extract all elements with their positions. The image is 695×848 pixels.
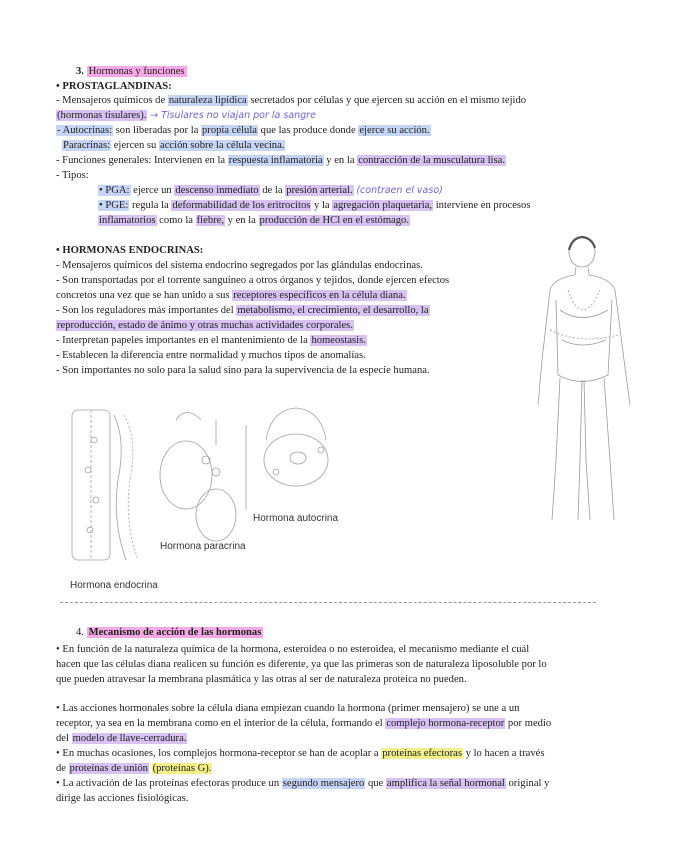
highlight: reproducción, estado de ánimo y otras muchas actividades corporales. bbox=[57, 320, 353, 331]
s4-p2-line-2 bbox=[56, 717, 551, 730]
caption-autocrina: Hormona autocrina bbox=[253, 513, 339, 524]
highlight: proteínas efectoras bbox=[382, 748, 462, 759]
highlight: • PGA: bbox=[99, 185, 130, 196]
s4-p1-line-2: hacen que las células diana realicen su función es diferente, ya que las primeras son de naturaleza liposoluble por lo bbox=[56, 659, 547, 670]
text: por medio bbox=[505, 718, 552, 729]
s4-p2-line-3 bbox=[56, 732, 187, 745]
human-body-sketch bbox=[520, 230, 655, 530]
pga-line bbox=[98, 184, 443, 197]
highlight: producción de HCl en el estómago. bbox=[259, 215, 409, 226]
prost-line-6: - Tipos: bbox=[56, 170, 89, 181]
s4-p3-line-2 bbox=[56, 762, 212, 775]
highlight: ejerce su acción. bbox=[359, 125, 430, 136]
text: - Mensajeros químicos de bbox=[56, 95, 168, 106]
s4-p2-line-1: • Las acciones hormonales sobre la célula diana empiezan cuando la hormona (primer mensajero) se une a un bbox=[56, 703, 520, 714]
text: de bbox=[56, 763, 69, 774]
highlight: modelo de llave-cerradura. bbox=[72, 733, 187, 744]
text: • En muchas ocasiones, los complejos hormona-receptor se han de acoplar a bbox=[56, 748, 382, 759]
highlight: propia célula bbox=[202, 125, 258, 136]
section-4-heading bbox=[76, 626, 263, 639]
highlight: acción sobre la célula vecina. bbox=[160, 140, 285, 151]
endo-line-8: - Son importantes no solo para la salud sino para la supervivencia de la especie humana. bbox=[56, 365, 430, 376]
hormone-types-figure bbox=[66, 400, 366, 580]
highlight: fiebre, bbox=[196, 215, 224, 226]
highlight: contracción de la musculatura lisa. bbox=[358, 155, 505, 166]
text: interviene en procesos bbox=[433, 200, 531, 211]
highlight: (hormonas tisulares). bbox=[57, 110, 147, 121]
highlight: agregación plaquetaria, bbox=[333, 200, 433, 211]
endo-line-1: - Mensajeros químicos del sistema endocrino segregados por las glándulas endocrinas. bbox=[56, 260, 423, 271]
text: original y bbox=[505, 778, 550, 789]
text: que las produce donde bbox=[258, 125, 359, 136]
text: y lo hacen a través bbox=[462, 748, 545, 759]
text: receptor, ya sea en la membrana como en el interior de la célula, formando el bbox=[56, 718, 386, 729]
s4-p4-line-1 bbox=[56, 777, 549, 790]
highlight: - Autocrinas: bbox=[57, 125, 113, 136]
text: como la bbox=[156, 215, 196, 226]
highlight: amplifica la señal hormonal bbox=[386, 778, 505, 789]
highlight: naturaleza lipídica bbox=[168, 95, 247, 106]
highlight: metabolismo, el crecimiento, el desarrollo, la bbox=[237, 305, 429, 316]
text: y en la bbox=[225, 215, 259, 226]
highlight: (proteínas G). bbox=[152, 763, 212, 774]
highlight: receptores específicos en la célula diana. bbox=[233, 290, 406, 301]
text: secretados por células y que ejercen su acción en el mismo tejido bbox=[247, 95, 527, 106]
prost-line-2 bbox=[56, 109, 316, 122]
prost-line-3 bbox=[56, 124, 431, 137]
text: ejerce un bbox=[130, 185, 175, 196]
prost-line-4 bbox=[62, 139, 285, 152]
text: y en la bbox=[323, 155, 358, 166]
endo-line-2: - Son transportadas por el torrente sanguíneo a otros órganos y tejidos, donde ejercen efectos bbox=[56, 275, 450, 286]
highlight: proteínas de unión bbox=[69, 763, 148, 774]
section-3-heading bbox=[76, 65, 187, 78]
prostaglandinas-heading: • PROSTAGLANDINAS: bbox=[56, 81, 172, 92]
text: y la bbox=[311, 200, 333, 211]
handwritten-note: → Tisulares no viajan por la sangre bbox=[150, 110, 316, 121]
endo-line-3 bbox=[56, 289, 407, 302]
handwritten-note: (contraen el vaso) bbox=[356, 185, 443, 196]
prost-line-1 bbox=[56, 94, 526, 107]
s4-p3-line-1 bbox=[56, 747, 544, 760]
section-title: Mecanismo de acción de las hormonas bbox=[88, 627, 262, 638]
section-number: 3. bbox=[76, 66, 84, 77]
s4-p4-line-2: dirige las acciones fisiológicas. bbox=[56, 793, 189, 804]
text: del bbox=[56, 733, 72, 744]
caption-paracrina: Hormona paracrina bbox=[160, 541, 246, 552]
text: • La activación de las proteínas efectoras produce un bbox=[56, 778, 282, 789]
endo-line-7: - Establecen la diferencia entre normalidad y muchos tipos de anomalías. bbox=[56, 350, 366, 361]
s4-p1-line-3: que pueden atravesar la membrana plasmática y las otras al ser de naturaleza proteica no pueden. bbox=[56, 674, 467, 685]
highlight: segundo mensajero bbox=[282, 778, 365, 789]
highlight: presión arterial. bbox=[286, 185, 353, 196]
endo-line-5 bbox=[56, 319, 354, 332]
pge-line bbox=[98, 199, 530, 212]
highlight: • PGE: bbox=[99, 200, 129, 211]
text: de la bbox=[259, 185, 286, 196]
text: concretos una vez que se han unido a sus bbox=[56, 290, 233, 301]
text: - Funciones generales: Intervienen en la bbox=[56, 155, 228, 166]
pge-line-2 bbox=[98, 214, 410, 227]
text: - Son los reguladores más importantes del bbox=[56, 305, 237, 316]
highlight: homeostasis. bbox=[311, 335, 366, 346]
text: que bbox=[365, 778, 386, 789]
section-divider bbox=[60, 602, 596, 603]
highlight: deformabilidad de los eritrocitos bbox=[172, 200, 311, 211]
highlight: Paracrinas: bbox=[63, 140, 111, 151]
highlight: respuesta inflamatoria bbox=[228, 155, 323, 166]
endo-line-6 bbox=[56, 334, 367, 347]
section-number: 4. bbox=[76, 627, 84, 638]
endo-line-4 bbox=[56, 304, 430, 317]
prost-line-5 bbox=[56, 154, 506, 167]
text: - Interpretan papeles importantes en el mantenimiento de la bbox=[56, 335, 311, 346]
highlight: inflamatorios bbox=[99, 215, 156, 226]
section-title: Hormonas y funciones bbox=[88, 66, 185, 77]
text: son liberadas por la bbox=[113, 125, 201, 136]
endocrinas-heading: • HORMONAS ENDOCRINAS: bbox=[56, 245, 204, 256]
caption-endocrina: Hormona endocrina bbox=[70, 580, 158, 591]
highlight: complejo hormona-receptor bbox=[386, 718, 505, 729]
text: regula la bbox=[129, 200, 172, 211]
text: ejercen su bbox=[111, 140, 160, 151]
highlight: descenso inmediato bbox=[175, 185, 259, 196]
s4-p1-line-1: • En función de la naturaleza química de la hormona, esteroidea o no esteroidea, el mecanismo mediante el cuál bbox=[56, 644, 530, 655]
